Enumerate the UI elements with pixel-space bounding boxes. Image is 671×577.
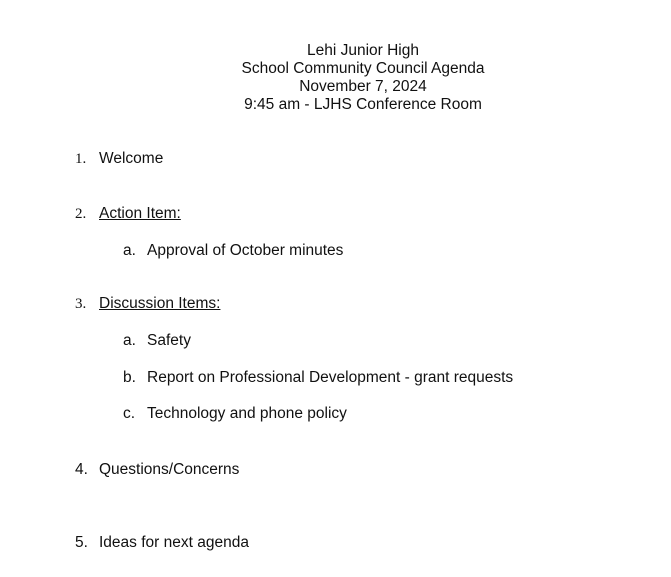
- item-label-welcome: Welcome: [99, 150, 164, 167]
- subitem-letter: a.: [123, 242, 136, 259]
- item-number: 4.: [75, 461, 88, 478]
- subitem-letter: c.: [123, 405, 136, 422]
- item-label-discussion-items: Discussion Items:: [99, 295, 221, 312]
- school-name: Lehi Junior High: [306, 42, 419, 59]
- agenda-title: School Community Council Agenda: [241, 60, 485, 77]
- item-number: 5.: [75, 534, 88, 551]
- item-label-action-item: Action Item:: [99, 205, 181, 222]
- subitem-label-approval-minutes: Approval of October minutes: [147, 242, 344, 259]
- subitem-letter: a.: [123, 332, 136, 349]
- subitem-letter: b.: [123, 369, 136, 386]
- agenda-header: [0, 42, 671, 114]
- subitem-label-safety: Safety: [147, 332, 191, 349]
- subitem-label-technology-phone-policy: Technology and phone policy: [147, 405, 347, 422]
- item-number: 2.: [75, 206, 87, 222]
- item-number: 1.: [75, 151, 87, 167]
- item-label-questions-concerns: Questions/Concerns: [99, 461, 240, 478]
- meeting-time-location: 9:45 am - LJHS Conference Room: [244, 96, 482, 113]
- meeting-date: November 7, 2024: [299, 78, 427, 95]
- item-label-ideas-next-agenda: Ideas for next agenda: [99, 534, 249, 551]
- item-number: 3.: [75, 296, 87, 312]
- subitem-label-professional-development: Report on Professional Development - grant requests: [147, 369, 514, 386]
